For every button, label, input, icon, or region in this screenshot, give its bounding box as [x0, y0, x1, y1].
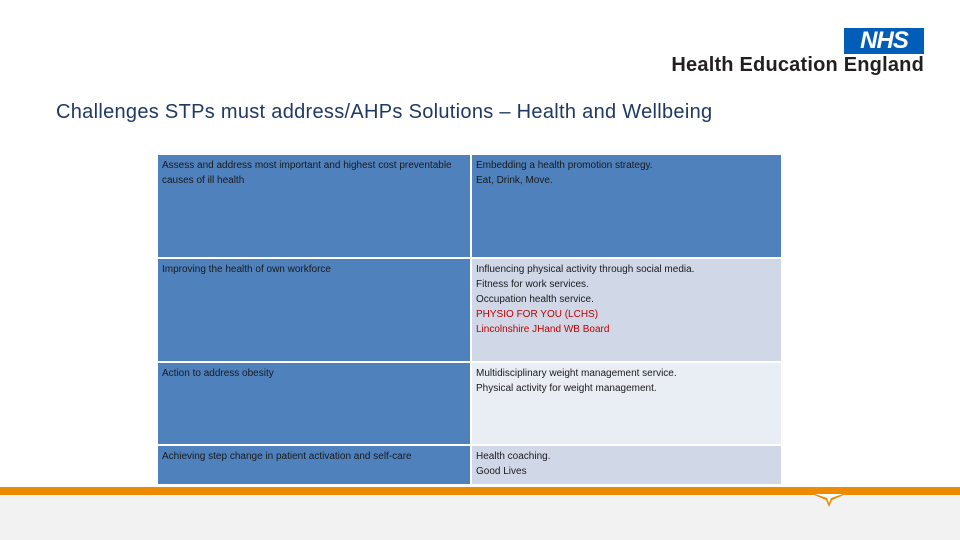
solution-line: Influencing physical activity through social media. [476, 264, 695, 275]
solution-cell [471, 445, 782, 485]
highlighted-solution-line: Lincolnshire JHand WB Board [476, 324, 610, 335]
highlighted-solution-line: PHYSIO FOR YOU (LCHS) [476, 309, 599, 320]
solution-line: Fitness for work services. [476, 279, 589, 290]
hee-logo [600, 28, 924, 78]
challenges-solutions-table [156, 153, 783, 486]
solution-line: Eat, Drink, Move. [476, 175, 553, 186]
challenge-cell: Action to address obesity [157, 362, 471, 445]
solution-line: Embedding a health promotion strategy. [476, 160, 653, 171]
nhs-logo-mark: NHS [844, 28, 924, 54]
solution-line: Health coaching. [476, 451, 551, 462]
challenge-cell: Achieving step change in patient activation and self-care [157, 445, 471, 485]
solution-line: Occupation health service. [476, 294, 594, 305]
solution-line: Good Lives [476, 466, 527, 477]
table-row [157, 362, 782, 445]
solution-cell [471, 362, 782, 445]
organisation-name: Health Education England [671, 54, 924, 76]
slide-title: Challenges STPs must address/AHPs Solutions – Health and Wellbeing [56, 101, 713, 123]
table-row [157, 154, 782, 258]
solution-cell [471, 154, 782, 258]
table-row [157, 258, 782, 362]
chevron-notch-icon [812, 494, 846, 508]
solution-cell [471, 258, 782, 362]
challenge-cell: Improving the health of own workforce [157, 258, 471, 362]
solution-line: Physical activity for weight management. [476, 383, 657, 394]
challenge-cell: Assess and address most important and highest cost preventable causes of ill health [157, 154, 471, 258]
table-row [157, 445, 782, 485]
solution-line: Multidisciplinary weight management service. [476, 368, 677, 379]
